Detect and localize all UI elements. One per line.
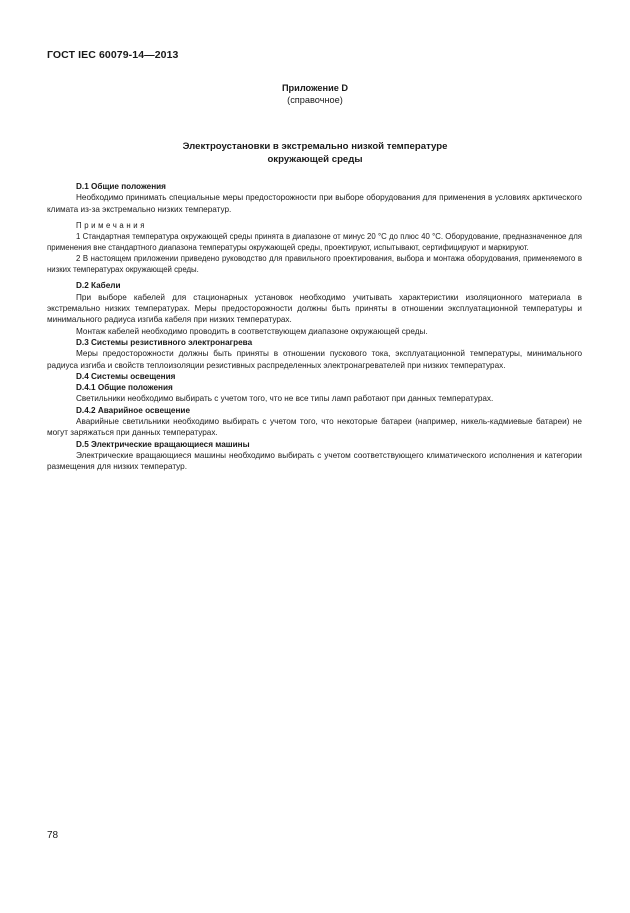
section-d4-heading: D.4 Системы освещения [76, 371, 176, 381]
title-line-2: окружающей среды [267, 154, 363, 165]
page-number: 78 [47, 830, 59, 841]
section-d41-heading: D.4.1 Общие положения [76, 383, 173, 393]
section-d42-text: Аварийные светильники необходимо выбирать с учетом того, что некоторые батареи (например, никель-кадмиевые батареи) не могут заряжаться при данных температурах. [47, 416, 582, 438]
appendix-type: (справочное) [287, 95, 343, 105]
section-d2-text-2: Монтаж кабелей необходимо проводить в соответствующем диапазоне окружающей среды. [76, 326, 428, 336]
appendix-title [0, 140, 630, 166]
appendix-caption [0, 82, 630, 106]
section-d5-text: Электрические вращающиеся машины необходимо выбирать с учетом соответствующего климатического исполнения и категории размещения для низких температур. [47, 450, 582, 472]
appendix-label: Приложение D [281, 83, 349, 93]
section-d1-heading: D.1 Общие положения [76, 182, 166, 191]
section-d3-text: Меры предосторожности должны быть приняты в отношении пускового тока, эксплуатационной температуры, минимального радиуса изгиба и свойств теплоизоляции резистивных распределенных электронагревателей при низких температурах. [47, 349, 582, 370]
notes-label: Примечания [76, 220, 148, 230]
title-line-1: Электроустановки в экстремально низкой температуре [182, 141, 448, 152]
section-d41-text: Светильники необходимо выбирать с учетом того, что не все типы ламп работают при данных температурах. [76, 394, 494, 404]
section-d42-heading: D.4.2 Аварийное освещение [76, 405, 190, 415]
section-d2-text-1: При выборе кабелей для стационарных установок необходимо учитывать характеристики изоляционного материала в экстремально низких температурах. Меры предосторожности должны быть приняты в отношении эксплуатационной температуры и минимального радиуса изгиба кабеля при низких температурах. [47, 292, 582, 325]
section-d1-text: Необходимо принимать специальные меры предосторожности при выборе оборудования для применения в условиях арктического климата из-за экстремально низких температур. [47, 193, 582, 214]
note-1: 1 Стандартная температура окружающей среды принята в диапазоне от минус 20 °С до плюс 40 °С. Оборудование, предназначенное для применения вне стандартного диапазона температуры окружающей среды, проектируют, испытывают, сертифицируют и маркируют. [47, 231, 582, 252]
section-d2-heading: D.2 Кабели [76, 281, 121, 291]
document-body [47, 181, 582, 472]
document-header: ГОСТ IEC 60079-14—2013 [47, 49, 179, 61]
section-d5-heading: D.5 Электрические вращающиеся машины [76, 439, 250, 449]
note-2: 2 В настоящем приложении приведено руководство для правильного проектирования, выбора и монтажа оборудования, применяемого в низких температурах окружающей среды. [47, 253, 582, 274]
section-d3-heading: D.3 Системы резистивного электронагрева [76, 337, 253, 347]
